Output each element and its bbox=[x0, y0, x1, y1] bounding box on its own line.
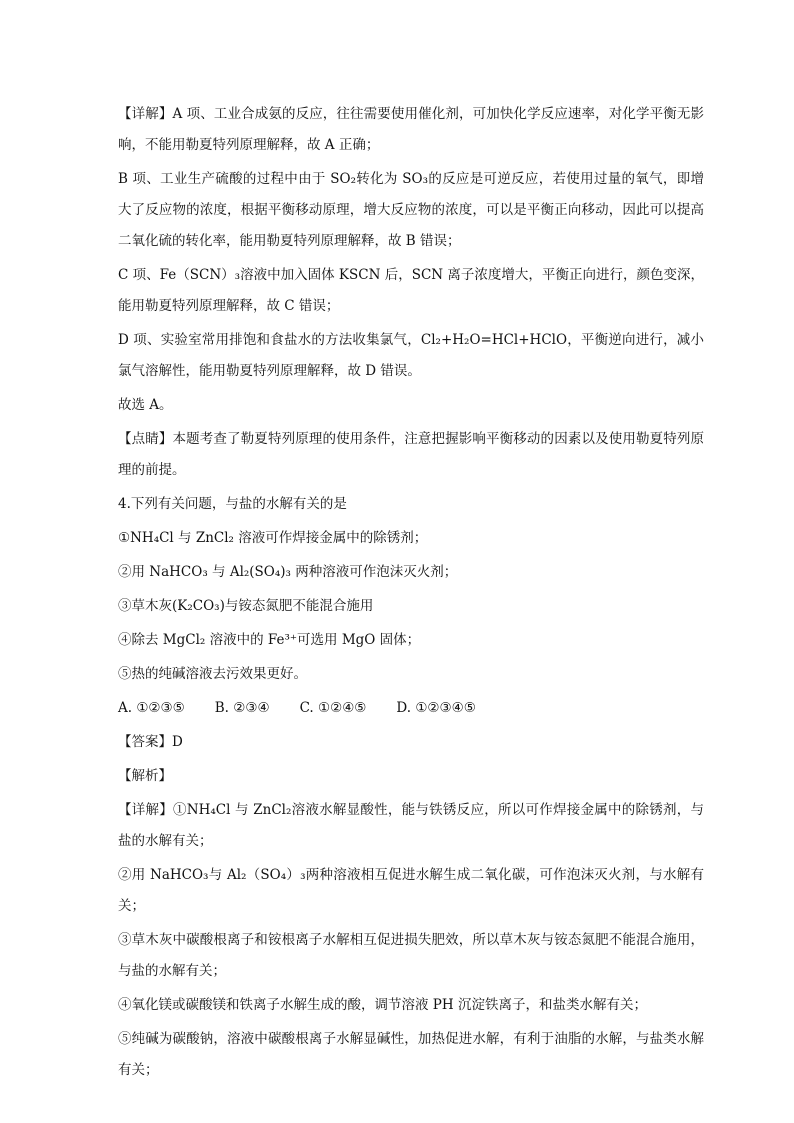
question-stem: 4.下列有关问题，与盐的水解有关的是 bbox=[118, 496, 347, 512]
explain-5: ⑤纯碱为碳酸钠，溶液中碳酸根离子水解显碱性，加热促进水解，有利于油脂的水解，与盐类水解有关； bbox=[118, 1031, 704, 1078]
answer-options bbox=[118, 693, 704, 724]
explain-3: ③草木灰中碳酸根离子和铵根离子水解相互促进损失肥效，所以草木灰与铵态氮肥不能混合施用，与盐的水解有关； bbox=[118, 932, 704, 979]
question-item-5: ⑤热的纯碱溶液去污效果更好。 bbox=[118, 666, 307, 682]
explain-4: ④氧化镁或碳酸镁和铁离子水解生成的酸，调节溶液 PH 沉淀铁离子，和盐类水解有关； bbox=[118, 997, 647, 1013]
detail-c-paragraph: C 项、Fe（SCN）₃溶液中加入固体 KSCN 后，SCN 离子浓度增大，平衡正向进行，颜色变深，能用勒夏特列原理解释，故 C 错误； bbox=[118, 267, 704, 314]
choose-line: 故选 A。 bbox=[118, 397, 173, 413]
detail-b-paragraph: B 项、工业生产硫酸的过程中由于 SO₂转化为 SO₃的反应是可逆反应，若使用过量的氧气，即增大了反应物的浓度，根据平衡移动原理，增大反应物的浓度，可以是平衡正向移动，因此可以提高二氧化硫的转化率，能用勒夏特列原理解释，故 B 错误； bbox=[118, 171, 704, 249]
option-d: D. ①②③④⑤ bbox=[396, 700, 476, 716]
question-item-4: ④除去 MgCl₂ 溶液中的 Fe³⁺可选用 MgO 固体； bbox=[118, 632, 421, 648]
question-item-1: ①NH₄Cl 与 ZnCl₂ 溶液可作焊接金属中的除锈剂； bbox=[118, 530, 428, 546]
explain-2: ②用 NaHCO₃与 Al₂（SO₄）₃两种溶液相互促进水解生成二氧化碳，可作泡沫灭火剂，与水解有关； bbox=[118, 867, 704, 914]
question-item-2: ②用 NaHCO₃ 与 Al₂(SO₄)₃ 两种溶液可作泡沫灭火剂； bbox=[118, 564, 458, 580]
question-item-3: ③草木灰(K₂CO₃)与铵态氮肥不能混合施用 bbox=[118, 598, 374, 614]
detail-a-paragraph: 【详解】A 项、工业合成氨的反应，往往需要使用催化剂，可加快化学反应速率，对化学平衡无影响，不能用勒夏特列原理解释，故 A 正确； bbox=[118, 106, 704, 153]
comment-paragraph: 【点睛】本题考查了勒夏特列原理的使用条件，注意把握影响平衡移动的因素以及使用勒夏特列原理的前提。 bbox=[118, 431, 704, 478]
option-a: A. ①②③⑤ bbox=[118, 700, 185, 716]
detail-d-paragraph: D 项、实验室常用排饱和食盐水的方法收集氯气，Cl₂+H₂O=HCl+HClO，平衡逆向进行，减小氯气溶解性，能用勒夏特列原理解释，故 D 错误。 bbox=[118, 332, 704, 379]
option-b: B. ②③④ bbox=[214, 700, 270, 716]
analysis-heading: 【解析】 bbox=[118, 768, 172, 784]
answer-line: 【答案】D bbox=[118, 734, 183, 750]
explain-1: 【详解】①NH₄Cl 与 ZnCl₂溶液水解显酸性，能与铁锈反应，所以可作焊接金属中的除锈剂，与盐的水解有关； bbox=[118, 802, 704, 849]
option-c: C. ①②④⑤ bbox=[299, 700, 367, 716]
